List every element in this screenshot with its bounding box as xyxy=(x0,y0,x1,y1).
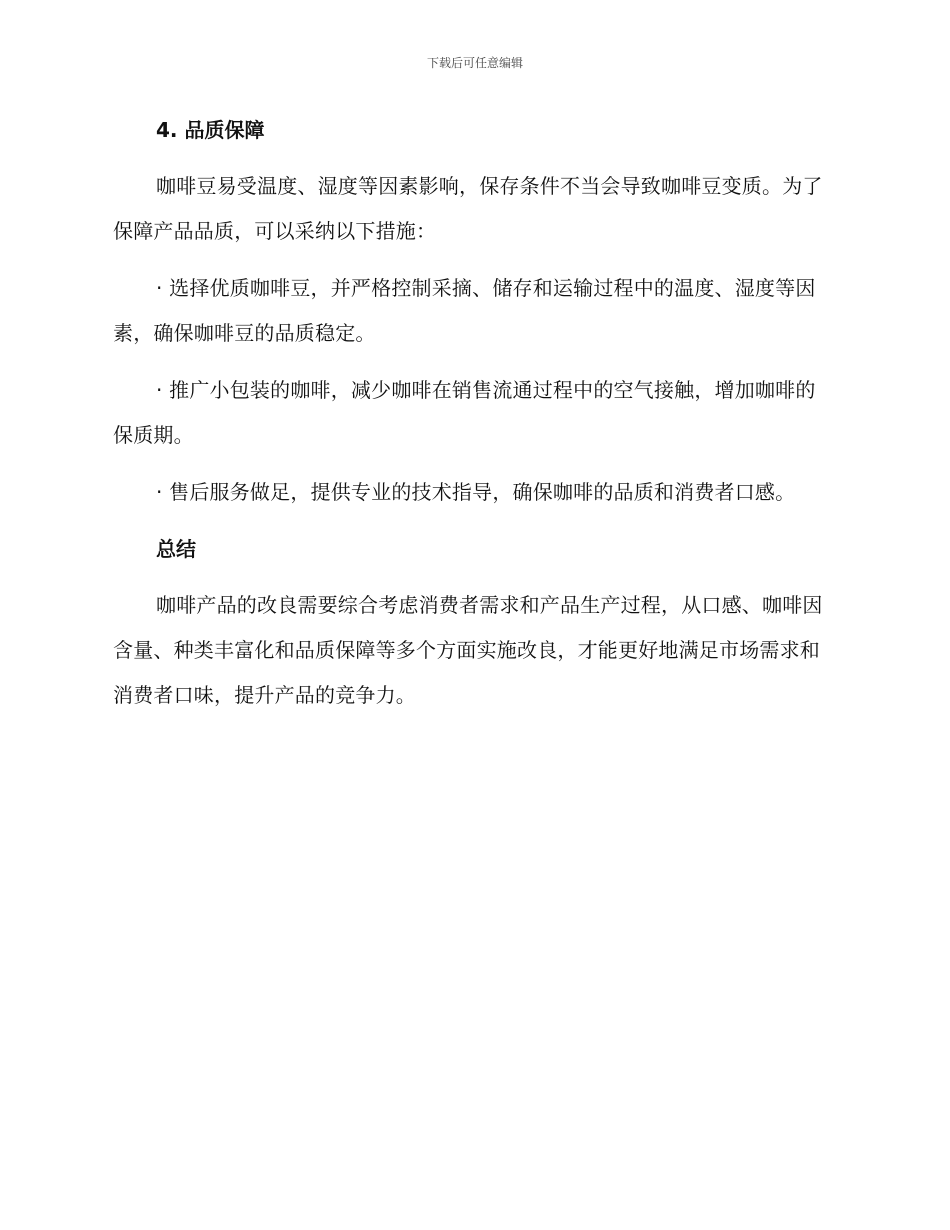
paragraph-intro: 咖啡豆易受温度、湿度等因素影响，保存条件不当会导致咖啡豆变质。为了保障产品品质，可以采纳以下措施： xyxy=(113,174,823,243)
bullet-item: · 售后服务做足，提供专业的技术指导，确保咖啡的品质和消费者口感。 xyxy=(156,480,796,504)
section-heading-summary: 总结 xyxy=(156,537,196,561)
bullet-item: · 推广小包装的咖啡，减少咖啡在销售流通过程中的空气接触，增加咖啡的保质期。 xyxy=(113,378,816,447)
document-body xyxy=(113,112,833,718)
section-heading-quality: 4. 品质保障 xyxy=(156,118,265,142)
page-header: 下载后可任意编辑 xyxy=(426,56,523,70)
bullet-item: · 选择优质咖啡豆，并严格控制采摘、储存和运输过程中的温度、湿度等因素，确保咖啡豆的品质稳定。 xyxy=(113,276,816,345)
paragraph-summary: 咖啡产品的改良需要综合考虑消费者需求和产品生产过程，从口感、咖啡因含量、种类丰富化和品质保障等多个方面实施改良，才能更好地满足市场需求和消费者口味，提升产品的竞争力。 xyxy=(113,593,823,707)
